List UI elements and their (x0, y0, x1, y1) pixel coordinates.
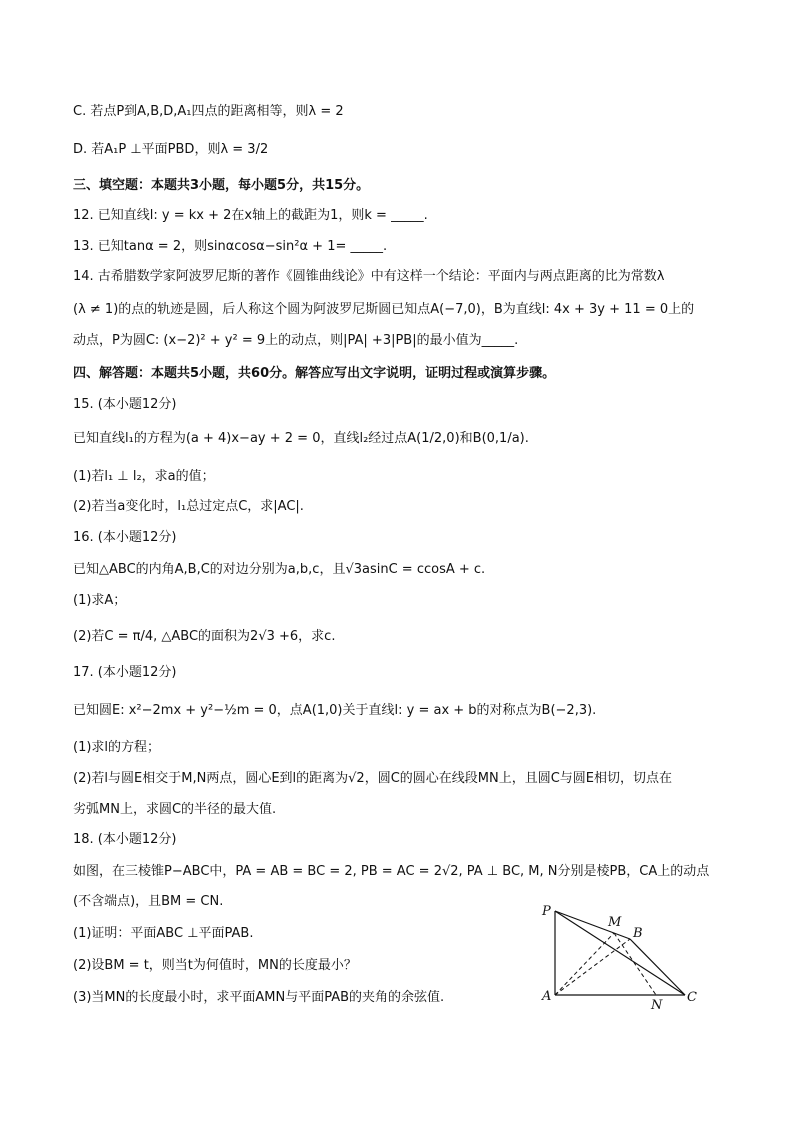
question-18-header: 18. (本小题12分) (73, 832, 177, 847)
edge-ab-hidden (555, 939, 630, 995)
question-17-stem: 已知圆E: x²−2mx + y²−½m = 0，点A(1,0)关于直线l: y = ax + b的对称点为B(−2,3). (73, 703, 597, 718)
tetrahedron-figure (530, 893, 710, 1013)
question-15-part-2: (2)若当a变化时，l₁总过定点C，求|AC|. (73, 499, 304, 514)
question-14-line-3: 动点，P为圆C: (x−2)² + y² = 9上的动点，则|PA| +3|PB|的最小值为_____. (73, 333, 519, 348)
segment-mn (614, 933, 656, 995)
option-d: D. 若A₁P ⊥平面PBD，则λ = 3/2 (73, 142, 269, 157)
question-17-header: 17. (本小题12分) (73, 665, 177, 680)
question-16-part-1: (1)求A； (73, 593, 127, 608)
label-c: C (687, 990, 697, 1005)
question-15-stem: 已知直线l₁的方程为(a + 4)x−ay + 2 = 0，直线l₂经过点A(1/2,0)和B(0,1/a). (73, 431, 529, 446)
question-18-part-3: (3)当MN的长度最小时，求平面AMN与平面PAB的夹角的余弦值. (73, 990, 445, 1005)
question-16-part-2: (2)若C = π/4, △ABC的面积为2√3 +6，求c. (73, 629, 336, 644)
question-18-stem-line-1: 如图，在三棱锥P−ABC中，PA = AB = BC = 2, PB = AC = 2√2, PA ⊥ BC, M, N分别是棱PB，CA上的动点 (73, 864, 710, 879)
edge-bc (630, 939, 685, 995)
segment-am (555, 933, 614, 995)
question-14-line-1: 14. 古希腊数学家阿波罗尼斯的著作《圆锥曲线论》中有这样一个结论：平面内与两点距离的比为常数λ (73, 269, 665, 284)
label-p: P (542, 904, 551, 919)
question-18-stem-line-2: (不含端点)，且BM = CN. (73, 894, 224, 909)
question-17-part-1: (1)求l的方程； (73, 740, 161, 755)
label-n: N (651, 998, 663, 1013)
option-c: C. 若点P到A,B,D,A₁四点的距离相等，则λ = 2 (73, 104, 344, 119)
label-m: M (608, 915, 622, 930)
label-b: B (633, 926, 643, 941)
question-16-stem: 已知△ABC的内角A,B,C的对边分别为a,b,c，且√3asinC = ccosA + c. (73, 562, 486, 577)
question-12: 12. 已知直线l: y = kx + 2在x轴上的截距为1，则k = _____. (73, 208, 428, 223)
question-15-header: 15. (本小题12分) (73, 397, 177, 412)
question-16-header: 16. (本小题12分) (73, 530, 177, 545)
section-fill-in-heading: 三、填空题：本题共3小题，每小题5分，共15分。 (73, 178, 370, 193)
question-13: 13. 已知tanα = 2，则sinαcosα−sin²α + 1= _____. (73, 239, 388, 254)
label-a: A (542, 989, 552, 1004)
question-18-part-1: (1)证明：平面ABC ⊥平面PAB. (73, 926, 254, 941)
question-14-line-2: (λ ≠ 1)的点的轨迹是圆，后人称这个圆为阿波罗尼斯圆已知点A(−7,0)，B为直线l: 4x + 3y + 11 = 0上的 (73, 302, 695, 317)
section-answer-heading: 四、解答题：本题共5小题，共60分。解答应写出文字说明，证明过程或演算步骤。 (73, 366, 556, 381)
question-17-part-2-line-1: (2)若l与圆E相交于M,N两点，圆心E到l的距离为√2，圆C的圆心在线段MN上，且圆C与圆E相切，切点在 (73, 771, 673, 786)
question-17-part-2-line-2: 劣弧MN上，求圆C的半径的最大值. (73, 802, 277, 817)
question-15-part-1: (1)若l₁ ⊥ l₂，求a的值； (73, 469, 215, 484)
question-18-part-2: (2)设BM = t，则当t为何值时，MN的长度最小？ (73, 958, 357, 973)
